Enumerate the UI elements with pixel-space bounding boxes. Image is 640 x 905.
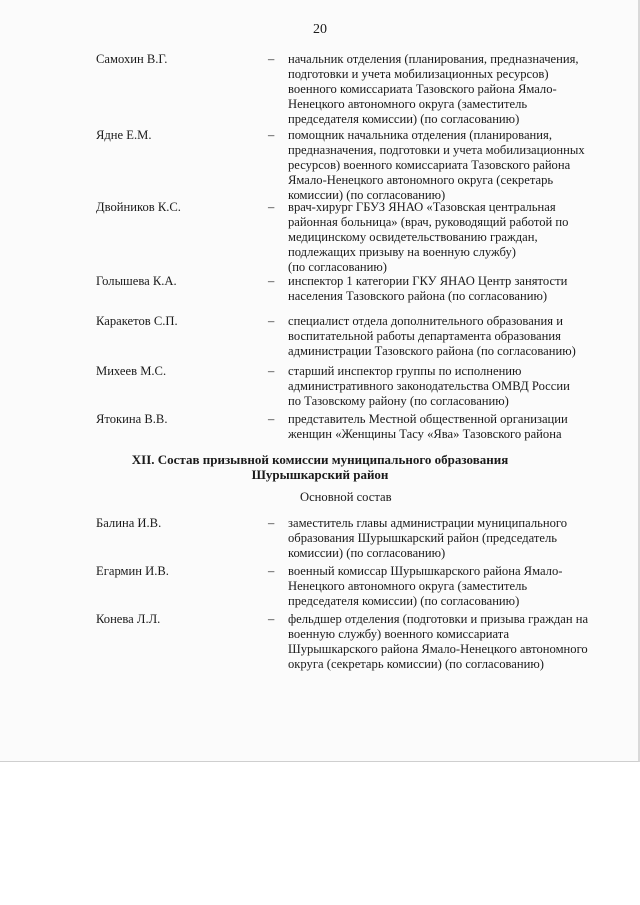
role-line: военную службу) военного комиссариата <box>288 627 510 641</box>
role-line: начальник отделения (планирования, предназначения, <box>288 52 579 66</box>
role-line: населения Тазовского района (по согласованию) <box>288 289 548 303</box>
section-title <box>0 452 640 482</box>
dash-separator: – <box>268 274 275 288</box>
role-line: старший инспектор группы по исполнению <box>288 364 522 378</box>
role-line: специалист отдела дополнительного образования и <box>288 314 563 328</box>
role-line: подготовки и учета мобилизационных ресурсов) <box>288 67 549 81</box>
role-line: административного законодательства ОМВД России <box>288 379 570 393</box>
role-line: комиссии) (по согласованию) <box>288 546 446 560</box>
page-number: 20 <box>313 22 327 37</box>
role-line: администрации Тазовского района (по согласованию) <box>288 344 576 358</box>
role-line: (по согласованию) <box>288 260 388 274</box>
member-name: Балина И.В. <box>96 516 162 530</box>
role-line: Шурышкарского района Ямало-Ненецкого автономного <box>288 642 588 656</box>
role-line: комиссии) (по согласованию) <box>288 188 446 202</box>
role-line: председателя комиссии) (по согласованию) <box>288 594 520 608</box>
dash-separator: – <box>268 128 275 142</box>
dash-separator: – <box>268 364 275 378</box>
role-line: инспектор 1 категории ГКУ ЯНАО Центр занятости <box>288 274 568 288</box>
member-name: Самохин В.Г. <box>96 52 168 66</box>
member-name: Егармин И.В. <box>96 564 169 578</box>
role-line: фельдшер отделения (подготовки и призыва граждан на <box>288 612 589 626</box>
dash-separator: – <box>268 200 275 214</box>
role-line: военного комиссариата Тазовского района Ямало- <box>288 82 557 96</box>
role-line: по Тазовскому району (по согласованию) <box>288 394 509 408</box>
member-role <box>288 274 598 304</box>
section-title-line: XII. Состав призывной комиссии муниципального образования <box>131 452 509 467</box>
role-line: воспитательной работы департамента образования <box>288 329 561 343</box>
dash-separator: – <box>268 612 275 626</box>
role-line: ресурсов) военного комиссариата Тазовского района <box>288 158 571 172</box>
dash-separator: – <box>268 412 275 426</box>
role-line: представитель Местной общественной организации <box>288 412 568 426</box>
role-line: районная больница» (врач, руководящий работой по <box>288 215 569 229</box>
role-line: врач-хирург ГБУЗ ЯНАО «Тазовская центральная <box>288 200 556 214</box>
role-line: медицинскому освидетельствованию граждан, <box>288 230 538 244</box>
role-line: Ямало-Ненецкого автономного округа (секретарь <box>288 173 554 187</box>
role-line: образования Шурышкарский район (председатель <box>288 531 558 545</box>
role-line: помощник начальника отделения (планирования, <box>288 128 552 142</box>
member-role <box>288 200 598 275</box>
role-line: предназначения, подготовки и учета мобилизационных <box>288 143 585 157</box>
role-line: Ненецкого автономного округа (заместитель <box>288 579 528 593</box>
member-role <box>288 52 598 127</box>
role-line: подлежащих призыву на военную службу) <box>288 245 516 259</box>
member-role <box>288 612 598 672</box>
dash-separator: – <box>268 52 275 66</box>
role-line: Ненецкого автономного округа (заместитель <box>288 97 528 111</box>
member-role <box>288 516 598 561</box>
member-name: Ятокина В.В. <box>96 412 168 426</box>
role-line: округа (секретарь комиссии) (по согласованию) <box>288 657 544 671</box>
section-title-line: Шурышкарский район <box>251 467 389 482</box>
member-role <box>288 412 598 442</box>
member-name: Михеев М.С. <box>96 364 167 378</box>
role-line: женщин «Женщины Тасу «Ява» Тазовского района <box>288 427 562 441</box>
member-name: Ядне Е.М. <box>96 128 152 142</box>
dash-separator: – <box>268 564 275 578</box>
member-role <box>288 364 598 409</box>
section-subtitle: Основной состав <box>300 490 392 504</box>
member-role <box>288 128 598 203</box>
role-line: председателя комиссии) (по согласованию) <box>288 112 520 126</box>
role-line: военный комиссар Шурышкарского района Ямало- <box>288 564 563 578</box>
member-name: Голышева К.А. <box>96 274 177 288</box>
member-name: Двойников К.С. <box>96 200 181 214</box>
member-role <box>288 314 598 359</box>
member-name: Каракетов С.П. <box>96 314 178 328</box>
dash-separator: – <box>268 516 275 530</box>
member-role <box>288 564 598 609</box>
dash-separator: – <box>268 314 275 328</box>
member-name: Конева Л.Л. <box>96 612 161 626</box>
role-line: заместитель главы администрации муниципального <box>288 516 568 530</box>
